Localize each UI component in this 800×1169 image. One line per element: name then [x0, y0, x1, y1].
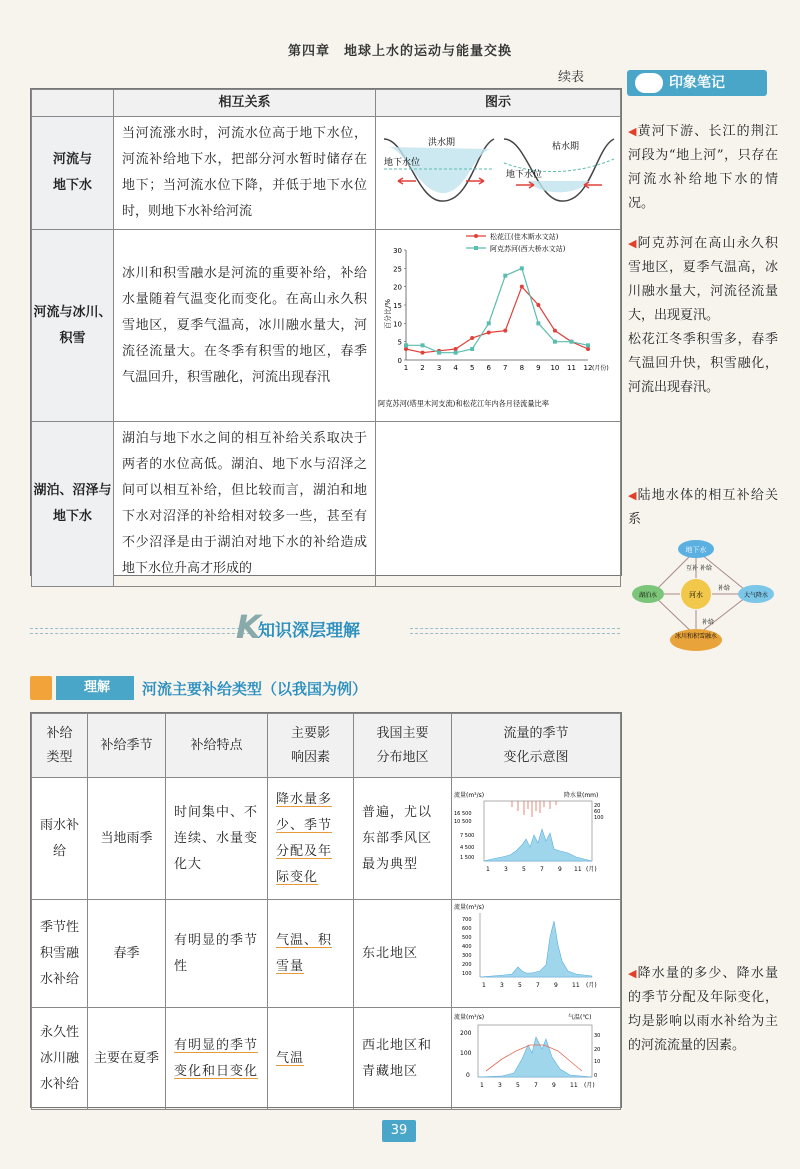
series-point-0	[503, 329, 507, 333]
bt-type-snow: 季节性 积雪融 水补给	[32, 900, 88, 1008]
series-point-0	[454, 347, 458, 351]
x-tick-label: 10	[550, 364, 560, 372]
series-point-1	[536, 321, 540, 325]
runoff-line-chart	[376, 230, 622, 412]
series-point-0	[487, 331, 491, 335]
svg-text:5: 5	[516, 1082, 520, 1089]
bt-header-feature: 补给特点	[166, 714, 268, 778]
series-point-1	[586, 343, 590, 347]
x-tick-label: 4	[453, 364, 458, 372]
svg-text:0: 0	[594, 1073, 598, 1079]
svg-text:1 500: 1 500	[460, 855, 475, 861]
series-point-1	[470, 347, 474, 351]
series-point-0	[421, 351, 425, 355]
triangle-icon: ◀	[628, 237, 638, 250]
cycle-recharge-bottom: 补给	[702, 619, 715, 626]
top-header-diagram: 图示	[376, 90, 621, 117]
bt-header-diagram: 流量的季节 变化示意图	[452, 714, 621, 778]
rain-left-unit: 流量(m³/s)	[454, 792, 485, 799]
legend-label-0: 松花江(佳木斯水文站)	[490, 233, 559, 241]
svg-text:9: 9	[558, 866, 562, 873]
side-note-4: ◀降水量的多少、降水量的季节分配及年际变化，均是影响以雨水补给为主的河流流量的因素。	[628, 966, 778, 1053]
x-tick-label: 2	[420, 364, 425, 372]
svg-text:5: 5	[518, 982, 522, 989]
cycle-top: 地下水	[685, 546, 707, 554]
svg-text:300: 300	[462, 953, 472, 959]
bt-header-region: 我国主要 分布地区	[354, 714, 452, 778]
row-name-river-glacier: 河流与冰川、 积雪	[32, 230, 114, 422]
svg-text:20: 20	[594, 1047, 601, 1053]
series-point-1	[421, 343, 425, 347]
banner-line-left	[30, 628, 250, 634]
bt-feature-rain: 时间集中、不连续、水量变化大	[166, 778, 268, 900]
subsection-tag: 理解	[56, 676, 134, 700]
snow-flow-mini-chart	[452, 901, 610, 997]
section-title: 知识深层理解	[258, 621, 360, 641]
svg-text:200: 200	[460, 1030, 472, 1037]
rain-flow-mini-chart	[452, 789, 610, 879]
svg-text:0: 0	[466, 1072, 470, 1079]
svg-text:100: 100	[462, 971, 472, 977]
bt-diagram-glacier	[452, 1008, 621, 1110]
series-point-0	[470, 336, 474, 340]
x-tick-label: 7	[503, 364, 508, 372]
svg-text:700: 700	[462, 917, 472, 923]
bt-season-glacier: 主要在夏季	[88, 1008, 166, 1110]
svg-text:200: 200	[462, 962, 472, 968]
x-tick-label: 6	[486, 364, 491, 372]
flood-label: 洪水期	[428, 137, 456, 148]
svg-text:400: 400	[462, 944, 472, 950]
svg-text:9: 9	[552, 1082, 556, 1089]
svg-text:1: 1	[480, 1082, 484, 1089]
cycle-right: 大气降水	[743, 592, 769, 599]
cycle-recharge-top: 补给	[700, 565, 713, 572]
svg-text:5: 5	[522, 866, 526, 873]
svg-text:10: 10	[594, 1059, 601, 1065]
glacier-left-unit: 流量(m³/s)	[454, 1014, 485, 1021]
book-icon	[30, 676, 52, 700]
bt-factor-glacier: 气温	[268, 1008, 354, 1110]
continued-label: 续表	[558, 70, 585, 85]
triangle-icon: ◀	[628, 489, 638, 502]
y-tick-label: 5	[397, 338, 402, 347]
series-point-1	[520, 266, 524, 270]
svg-text:7: 7	[536, 982, 540, 989]
svg-text:3: 3	[500, 982, 504, 989]
bt-diagram-snow	[452, 900, 621, 1008]
svg-text:1: 1	[486, 866, 490, 873]
x-tick-label: 1	[403, 364, 409, 372]
bt-season-rain: 当地雨季	[88, 778, 166, 900]
groundwater-label-dry: 地下水位	[506, 169, 543, 180]
sidebar-title	[627, 70, 767, 96]
svg-text:600: 600	[462, 926, 472, 932]
series-point-0	[520, 285, 524, 289]
cycle-center: 河水	[689, 591, 703, 599]
triangle-icon: ◀	[628, 125, 638, 138]
legend-marker-1	[474, 246, 478, 250]
svg-text:7 500: 7 500	[460, 833, 475, 839]
runoff-chart-cell	[376, 230, 621, 422]
bt-region-rain: 普遍，尤以东部季风区最为典型	[354, 778, 452, 900]
y-tick-label: 30	[393, 247, 402, 255]
svg-text:1: 1	[482, 982, 486, 989]
banner-line-right	[410, 628, 620, 634]
rain-right-unit: 降水量(mm)	[564, 792, 599, 799]
x-unit-label: (月份)	[592, 365, 609, 372]
svg-text:100: 100	[594, 815, 604, 821]
svg-text:7: 7	[534, 1082, 538, 1089]
svg-text:16 500: 16 500	[454, 811, 472, 817]
svg-text:11: 11	[574, 866, 582, 873]
x-tick-label: 9	[536, 364, 541, 372]
svg-text:7: 7	[540, 866, 544, 873]
x-tick-label: 8	[519, 364, 525, 372]
glacier-flow-mini-chart	[452, 1009, 610, 1099]
top-header-blank	[32, 90, 114, 117]
svg-text:3: 3	[498, 1082, 502, 1089]
svg-text:60: 60	[594, 809, 601, 815]
bt-region-snow: 东北地区	[354, 900, 452, 1008]
bt-feature-glacier: 有明显的季节变化和日变化	[166, 1008, 268, 1110]
y-tick-label: 15	[393, 302, 402, 310]
svg-text:100: 100	[460, 1050, 472, 1057]
bt-factor-rain: 降水量多少、季节分配及年际变化	[268, 778, 354, 900]
y-tick-label: 20	[393, 283, 402, 292]
cycle-left: 湖泊水	[638, 592, 658, 599]
svg-text:(月): (月)	[586, 866, 597, 873]
side-note-3: ◀陆地水体的相互补给关系	[628, 488, 778, 527]
bt-type-rain: 雨水补给	[32, 778, 88, 900]
bt-header-season: 补给季节	[88, 714, 166, 778]
series-line-1	[406, 268, 588, 352]
row-name-river-groundwater: 河流与 地下水	[32, 117, 114, 230]
cycle-mutual: 互补	[686, 565, 699, 572]
chapter-header: 第四章 地球上水的运动与能量交换	[287, 44, 512, 59]
row-relation-lake-swamp: 湖泊与地下水之间的相互补给关系取决于两者的水位高低。湖泊、地下水与沼泽之间可以相互补给，但比较而言，湖泊和地下水对沼泽的补给相对较多一些，甚至有不少沼泽是由于湖泊对地下水的补给造成地下水位升高才形成的	[114, 422, 376, 587]
section-letter: K	[236, 608, 261, 646]
series-point-0	[404, 347, 408, 351]
series-point-1	[553, 340, 557, 344]
side-note-2: ◀阿克苏河在高山永久积雪地区，夏季气温高，冰川融水量大，河流径流量大，出现夏汛。 松花江冬季积雪多，春季气温回升快，积雪融化，河流出现春汛。	[628, 236, 778, 395]
bt-header-factor: 主要影 响因素	[268, 714, 354, 778]
svg-text:3: 3	[504, 866, 508, 873]
bt-header-type: 补给 类型	[32, 714, 88, 778]
side-note-1: ◀黄河下游、长江的荆江河段为“地上河”，只存在河流水补给地下水的情况。	[628, 124, 778, 211]
svg-text:30: 30	[594, 1033, 601, 1039]
subsection-title: 河流主要补给类型（以我国为例）	[142, 680, 368, 698]
snow-left-unit: 流量(m³/s)	[454, 904, 485, 911]
row-relation-river-groundwater: 当河流涨水时，河流水位高于地下水位，河流补给地下水，把部分河水暂时储存在地下；当河流水位下降，并低于地下水位时，则地下水补给河流	[114, 117, 376, 230]
bt-type-glacier: 永久性 冰川融 水补给	[32, 1008, 88, 1110]
svg-text:10 500: 10 500	[454, 819, 472, 825]
row-name-lake-swamp: 湖泊、沼泽与 地下水	[32, 422, 114, 587]
x-tick-label: 3	[436, 364, 442, 372]
dry-label: 枯水期	[552, 141, 580, 152]
top-header-relation: 相互关系	[114, 90, 376, 117]
series-line-0	[406, 287, 588, 353]
series-point-0	[586, 347, 590, 351]
legend-marker-0	[474, 234, 478, 238]
bottom-table	[30, 712, 622, 1108]
series-point-1	[437, 351, 441, 355]
bt-feature-snow: 有明显的季节性	[166, 900, 268, 1008]
series-point-1	[569, 340, 573, 344]
elephant-icon	[635, 73, 663, 93]
series-point-1	[404, 343, 408, 347]
x-tick-label: 5	[469, 364, 475, 372]
cycle-bottom: 冰川和积雪融水	[674, 633, 718, 640]
svg-text:11: 11	[570, 1082, 578, 1089]
groundwater-label-flood: 地下水位	[384, 157, 421, 168]
x-tick-label: 11	[566, 364, 576, 372]
svg-text:20: 20	[594, 803, 601, 809]
series-point-1	[487, 321, 491, 325]
y-tick-label: 10	[393, 320, 402, 329]
svg-text:(月): (月)	[584, 1082, 595, 1089]
triangle-icon: ◀	[628, 967, 638, 980]
svg-text:9: 9	[554, 982, 558, 989]
legend-label-1: 阿克苏河(西大桥水文站)	[490, 245, 566, 253]
sidebar-title-text: 印象笔记	[669, 75, 725, 91]
top-table	[30, 88, 622, 576]
series-point-0	[536, 303, 540, 307]
bt-season-snow: 春季	[88, 900, 166, 1008]
cycle-recharge-right: 补给	[718, 585, 731, 592]
svg-text:(月): (月)	[586, 982, 597, 989]
x-tick-label: 12	[583, 364, 593, 372]
series-point-1	[454, 351, 458, 355]
y-tick-label: 25	[393, 265, 402, 274]
svg-text:500: 500	[462, 935, 472, 941]
y-tick-label: 0	[397, 357, 402, 365]
series-point-1	[503, 274, 507, 278]
glacier-right-unit: 气温(℃)	[568, 1014, 592, 1021]
page-number: 39	[382, 1120, 416, 1142]
row-relation-river-glacier: 冰川和积雪融水是河流的重要补给，补给水量随着气温变化而变化。在高山永久积雪地区，夏季气温高，冰川融水量大，河流径流量大。在冬季有积雪的地区，春季气温回升，积雪融化，河流出现春汛	[114, 230, 376, 422]
bt-diagram-rain	[452, 778, 621, 900]
svg-text:4 500: 4 500	[460, 845, 475, 851]
series-point-0	[553, 329, 557, 333]
svg-text:11: 11	[572, 982, 580, 989]
bt-factor-snow: 气温、积雪量	[268, 900, 354, 1008]
empty-diagram-cell	[376, 422, 621, 587]
flood-dry-diagram	[376, 119, 622, 219]
y-axis-label: 百分比/%	[384, 298, 392, 330]
river-groundwater-diagram	[376, 117, 621, 230]
bt-region-glacier: 西北地区和青藏地区	[354, 1008, 452, 1110]
water-cycle-diagram	[628, 536, 778, 652]
chart-caption: 阿克苏河(塔里木河支流)和松花江年内各月径流量比率	[378, 399, 549, 408]
